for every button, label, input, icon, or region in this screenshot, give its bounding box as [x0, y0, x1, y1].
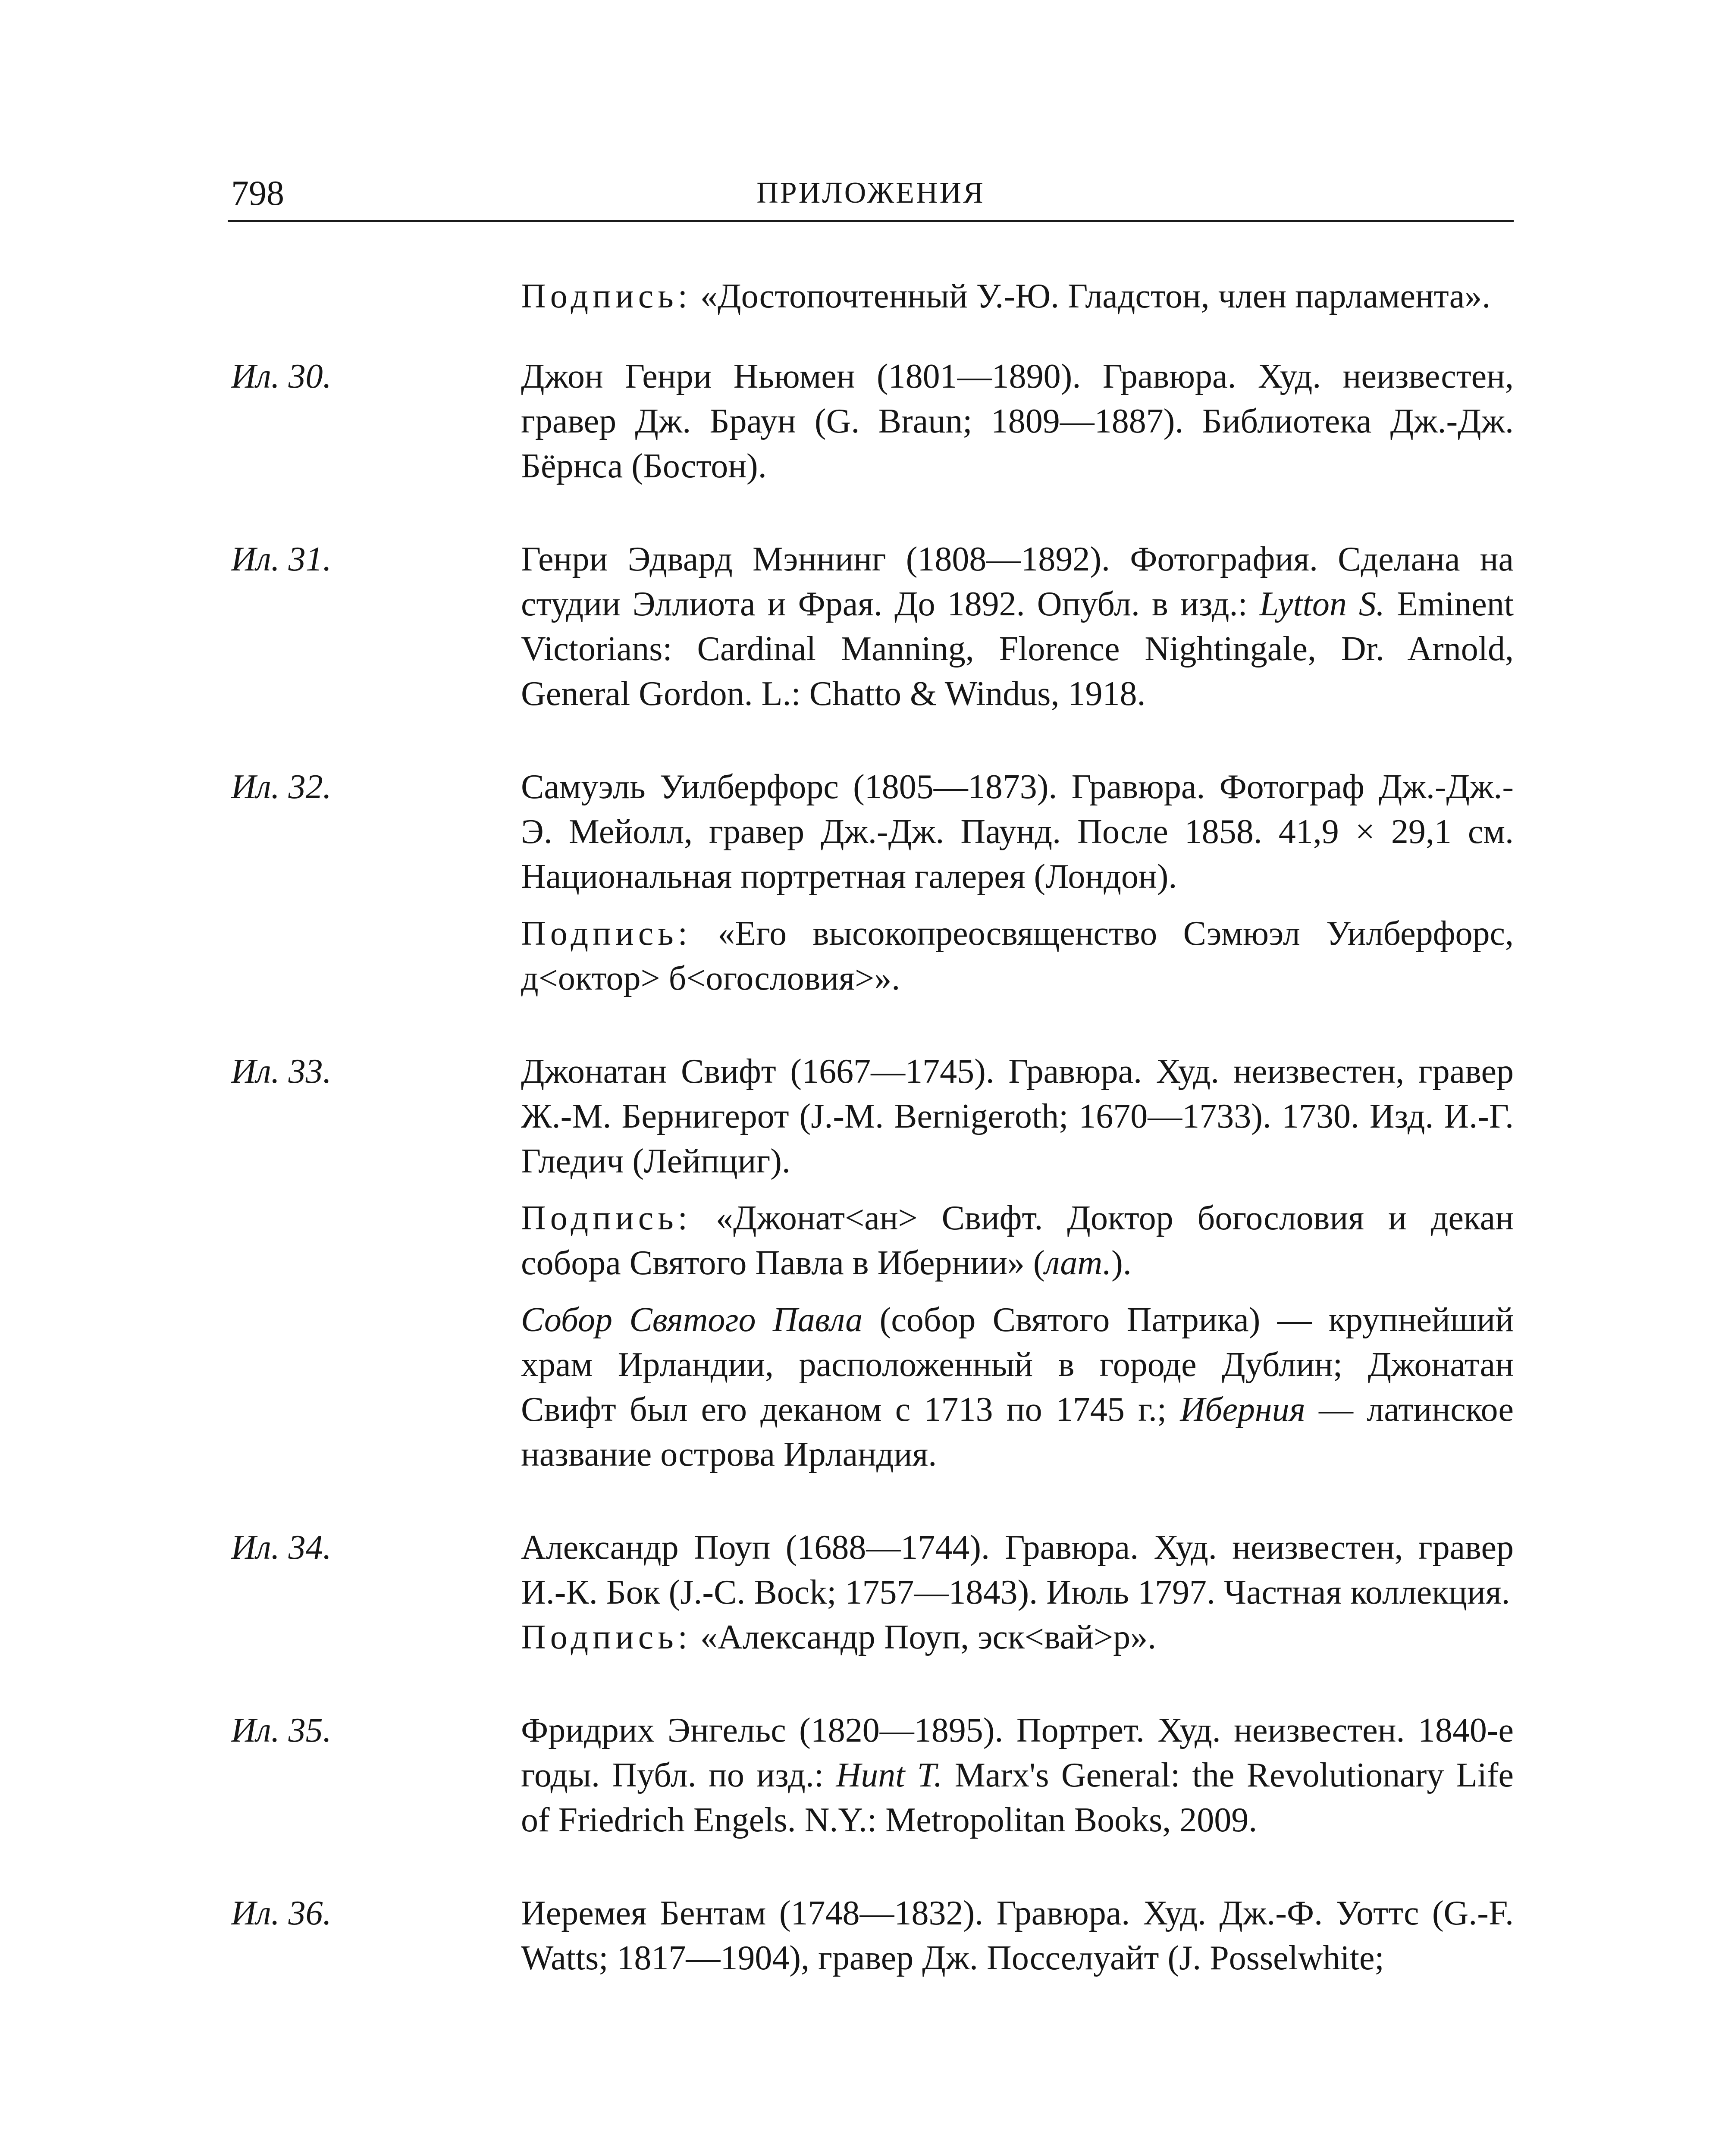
caption-paragraph — [521, 911, 1514, 1001]
entry-content — [521, 1525, 1514, 1660]
description-text: Самуэль Уилберфорс (1805—1873). Гравюра. Фотограф Дж.-Дж.-Э. Мейолл, гравер Дж.-Дж. Паунд. После 1858. 41,9 × 29,1 см. Национальная портретная галерея (Лондон). — [521, 768, 1514, 896]
illustration-label: Ил. 34. — [231, 1529, 332, 1567]
page-number: 798 — [231, 173, 284, 213]
description-text: Джон Генри Ньюмен (1801—1890). Гравюра. Худ. неизвестен, гравер Дж. Браун (G. Braun; 1809—1887). Библиотека Дж.-Дж. Бёрнса (Бостон). — [521, 357, 1514, 485]
illustration-label: Ил. 35. — [231, 1711, 332, 1749]
caption-text: ). — [1111, 1244, 1132, 1282]
entry-content — [521, 1891, 1514, 1981]
description-text: Генри Эдвард Мэннинг (1808—1892). Фотография. Сделана на студии Эллиота и Фрая. До 1892. Опубл. в изд.: — [521, 540, 1514, 623]
caption-text: «Достопочтенный У.-Ю. Гладстон, член парламента». — [700, 277, 1491, 315]
description-paragraph — [521, 1708, 1514, 1843]
entry-content — [521, 354, 1514, 489]
caption-text: «Его высокопреосвященство Сэмюэл Уилберфорс, д<октор> б<огословия>». — [521, 915, 1514, 997]
list-item — [228, 274, 1514, 319]
illustration-list — [228, 274, 1514, 1981]
description-text: Джонатан Свифт (1667—1745). Гравюра. Худ. неизвестен, гравер Ж.-М. Бернигерот (J.-M. Bernigeroth; 1670—1733). 1730. Изд. И.-Г. Гледич (Лейпциг). — [521, 1053, 1514, 1180]
description-paragraph — [521, 537, 1514, 716]
entry-content — [521, 765, 1514, 1001]
caption-text: «Александр Поуп, эск<вай>р». — [700, 1618, 1157, 1656]
list-item — [228, 765, 1514, 1001]
illustration-label: Ил. 31. — [231, 540, 332, 578]
caption-text: «Джонат<ан> Свифт. Доктор богословия и декан собора Святого Павла в Ибернии» — [521, 1199, 1514, 1282]
description-text: Eminent Victorians: Cardinal Manning, Florence Nightingale, Dr. Arnold, General Gordon. L.: Chatto & Windus, 1918. — [521, 585, 1514, 713]
illustration-label: Ил. 32. — [231, 768, 332, 806]
entry-content — [521, 274, 1514, 319]
author-name: Hunt T. — [836, 1756, 943, 1794]
author-name: Lytton S. — [1259, 585, 1385, 623]
caption-paragraph — [521, 1615, 1514, 1660]
language-note: лат. — [1044, 1244, 1112, 1282]
illustration-label: Ил. 30. — [231, 357, 332, 395]
list-item — [228, 1891, 1514, 1981]
caption-label: Подпись: — [521, 915, 692, 953]
caption-label: Подпись: — [521, 1618, 692, 1656]
entry-content — [521, 1049, 1514, 1477]
running-title: ПРИЛОЖЕНИЯ — [756, 176, 985, 210]
description-text: Фридрих Энгельс (1820—1895). Портрет. Худ. неизвестен. 1840-е годы. Публ. по изд.: — [521, 1711, 1514, 1794]
entry-content — [521, 537, 1514, 716]
illustration-label: Ил. 36. — [231, 1894, 332, 1932]
note-term: Иберния — [1180, 1391, 1305, 1429]
description-text: Иеремея Бентам (1748—1832). Гравюра. Худ. Дж.-Ф. Уоттс (G.-F. Watts; 1817—1904), гравер Дж. Посселуайт (J. Posselwhite; — [521, 1894, 1514, 1977]
note-text: — латинское название острова Ирландия. — [521, 1391, 1514, 1473]
note-paragraph — [521, 1297, 1514, 1477]
entry-content — [521, 1708, 1514, 1843]
description-paragraph — [521, 1891, 1514, 1981]
list-item — [228, 537, 1514, 716]
illustration-label: Ил. 33. — [231, 1053, 332, 1091]
description-text: Marx's General: the Revolutionary Life of Friedrich Engels. N.Y.: Metropolitan Books, 2009. — [521, 1756, 1514, 1839]
caption-paragraph — [521, 1196, 1514, 1285]
note-term: Собор Святого Павла — [521, 1301, 863, 1339]
description-paragraph — [521, 354, 1514, 489]
list-item — [228, 354, 1514, 489]
note-text: (собор Святого Патрика) — крупнейший храм Ирландии, расположенный в городе Дублин; Джонатан Свифт был его деканом с 1713 по 1745 г.; — [521, 1301, 1514, 1429]
description-paragraph — [521, 1049, 1514, 1184]
running-header — [228, 172, 1514, 222]
caption-label: Подпись: — [521, 277, 692, 315]
list-item — [228, 1708, 1514, 1843]
list-item — [228, 1525, 1514, 1660]
caption-paragraph — [521, 274, 1514, 319]
caption-label: Подпись: — [521, 1199, 692, 1237]
caption-text: ( — [1033, 1244, 1045, 1282]
description-text: Александр Поуп (1688—1744). Гравюра. Худ. неизвестен, гравер И.-К. Бок (J.-C. Bock; 1757—1843). Июль 1797. Частная коллекция. — [521, 1529, 1514, 1611]
description-paragraph — [521, 765, 1514, 899]
list-item — [228, 1049, 1514, 1477]
description-paragraph — [521, 1525, 1514, 1615]
